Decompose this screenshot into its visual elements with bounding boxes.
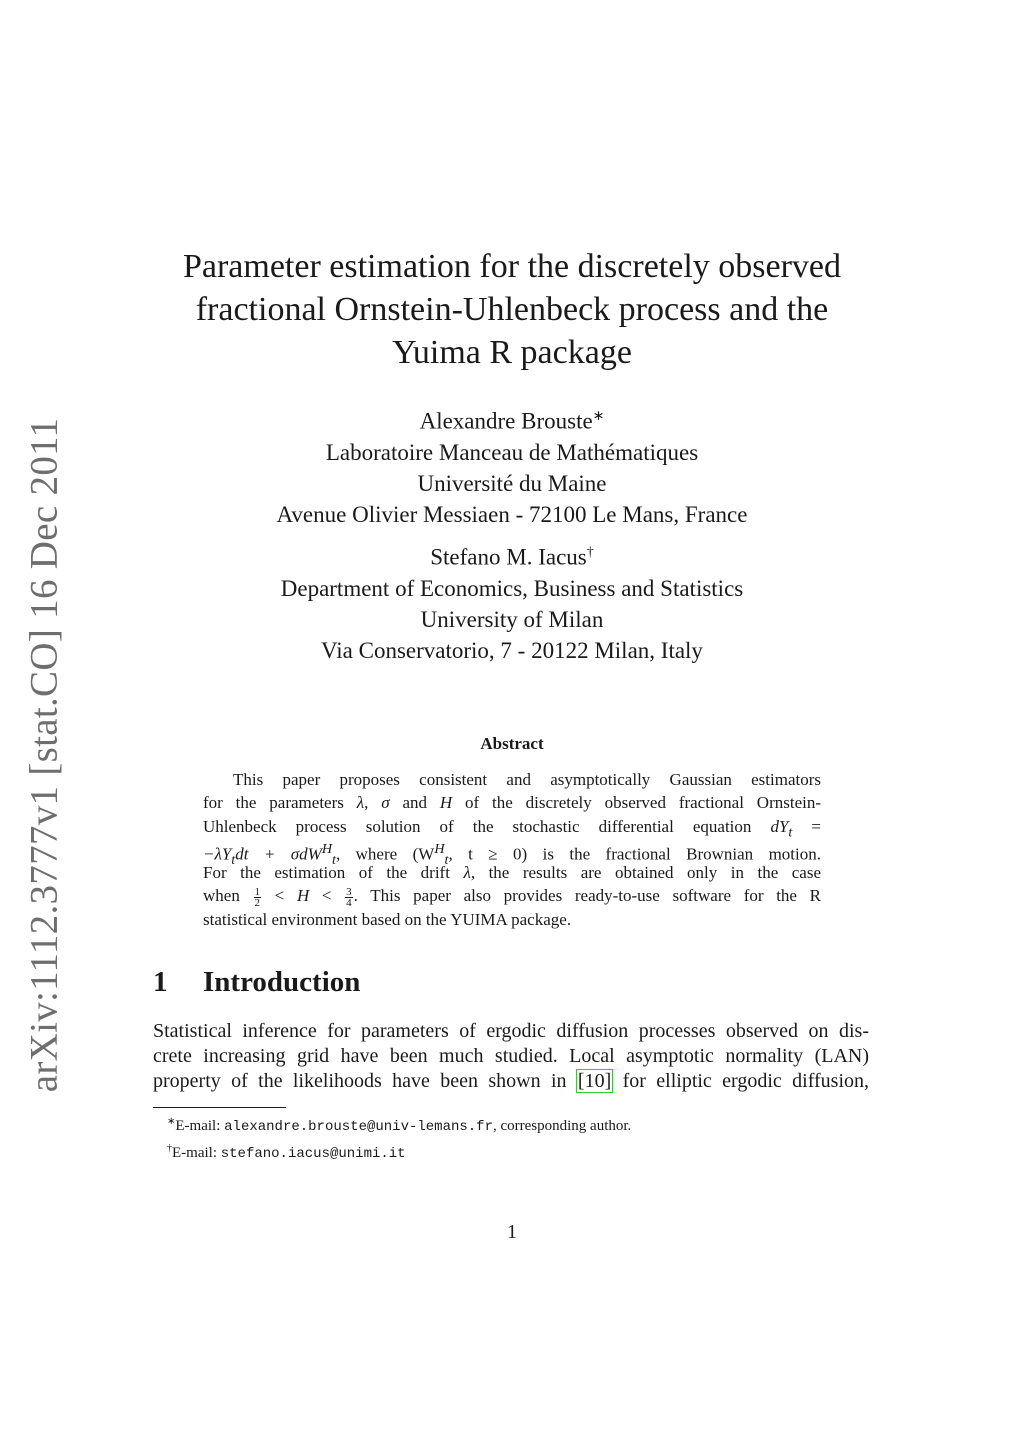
footnote-2: †E-mail: stefano.iacus@unimi.it: [167, 1143, 406, 1162]
author-block-2: [150, 537, 874, 666]
abstract-text: [203, 768, 821, 931]
author-affiliation: Laboratoire Manceau de Mathématiques: [325, 439, 699, 465]
author-name: Alexandre Brouste∗: [419, 408, 605, 434]
section-number: 1: [153, 966, 168, 998]
author-affiliation: Université du Maine: [417, 470, 607, 496]
paragraph-line: Statistical inference for parameters of ergodic diffusion processes observed on dis-: [153, 1020, 869, 1042]
footnotes: [153, 1111, 631, 1165]
email-address: alexandre.brouste@univ-lemans.fr: [224, 1119, 493, 1135]
author-affiliation: University of Milan: [420, 606, 604, 632]
footnote-1: ∗E-mail: alexandre.brouste@univ-lemans.fr, corresponding author.: [167, 1116, 632, 1135]
abstract-line: Uhlenbeck process solution of the stochastic differential equation $dY_t$ =: [203, 816, 821, 840]
abstract-line: when $\frac{1}{2}$ < H < $\frac{3}{4}$ . This paper also provides ready-to-use software for the R: [203, 886, 821, 910]
author-address: Avenue Olivier Messiaen - 72100 Le Mans, France: [276, 501, 748, 527]
author-affiliation: Department of Economics, Business and Statistics: [280, 575, 744, 601]
section-heading-introduction: [153, 966, 360, 999]
author-address: Via Conservatorio, 7 - 20122 Milan, Italy: [321, 637, 703, 663]
author-block-1: [150, 401, 874, 530]
abstract-line: for the parameters λ, σ and H of the discretely observed fractional Ornstein-: [203, 793, 822, 813]
footnote-mark: †: [586, 545, 594, 560]
title-line-2: fractional Ornstein-Uhlenbeck process and the: [195, 291, 829, 328]
page-number: 1: [507, 1221, 517, 1243]
footnote-mark: ∗: [592, 409, 605, 424]
abstract-line: This paper proposes consistent and asymptotically Gaussian estimators: [233, 770, 821, 789]
title-line-3: Yuima R package: [392, 334, 632, 371]
section-title: Introduction: [203, 966, 361, 998]
fraction-one-half: $\frac{1}{2}$: [254, 886, 260, 910]
abstract-line: $-\lambda Y_tdt + \sigma dW^H_t$, where ($W^H_t$, t ≥ 0) is the fractional Brownian motion.: [203, 840, 821, 868]
footnote-divider: [153, 1107, 286, 1108]
paper-title: [150, 245, 874, 374]
abstract-heading: Abstract: [480, 734, 544, 753]
paragraph-line: crete increasing grid have been much studied. Local asymptotic normality (LAN): [153, 1045, 869, 1067]
fraction-three-quarters: $\frac{3}{4}$: [346, 886, 352, 910]
citation-link-10[interactable]: [10]: [577, 1070, 612, 1092]
abstract-line: statistical environment based on the YUIMA package.: [203, 909, 572, 929]
paragraph-line: property of the likelihoods have been shown in [10] for elliptic ergodic diffusion,: [153, 1070, 869, 1092]
introduction-paragraph: [153, 1019, 869, 1094]
arxiv-identifier-stamp: arXiv:1112.3777v1 [stat.CO] 16 Dec 2011: [22, 417, 66, 1093]
abstract-line: For the estimation of the drift λ, the results are obtained only in the case: [203, 863, 821, 883]
title-line-1: Parameter estimation for the discretely observed: [182, 248, 842, 285]
email-address: stefano.iacus@unimi.it: [220, 1146, 406, 1162]
author-name: Stefano M. Iacus†: [430, 544, 594, 570]
